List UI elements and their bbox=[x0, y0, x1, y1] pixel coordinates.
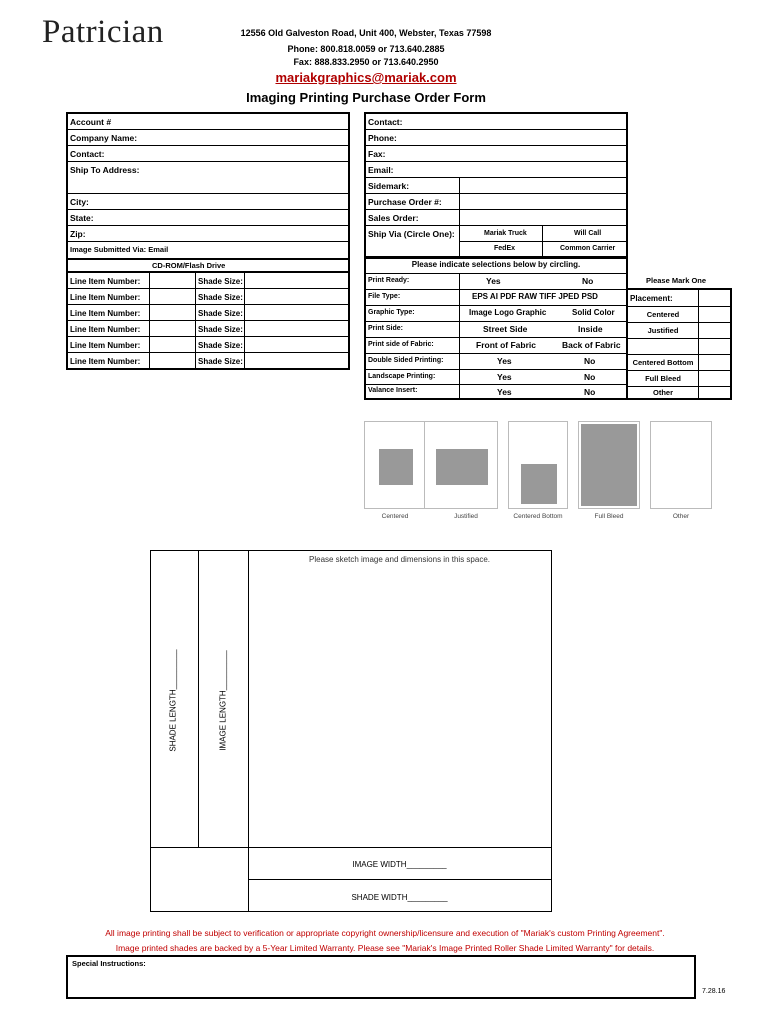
thumb-other bbox=[650, 421, 712, 509]
common-carrier-option[interactable]: Common Carrier bbox=[560, 245, 616, 252]
image-length-label: IMAGE LENGTH_________ bbox=[218, 650, 228, 751]
fax-text: Fax: 888.833.2950 or 713.640.2950 bbox=[293, 57, 439, 67]
contact-label: Contact: bbox=[70, 149, 105, 159]
line-items-box bbox=[66, 272, 350, 370]
placement-box bbox=[626, 288, 732, 400]
line-item-label: Line Item Number: bbox=[70, 293, 141, 302]
shade-size-label: Shade Size: bbox=[198, 357, 243, 366]
sidemark-label: Sidemark: bbox=[368, 181, 410, 191]
image-submitted-row bbox=[68, 242, 348, 258]
warranty-notice: Image printed shades are backed by a 5-Year Limited Warranty. Please see "Mariak's Image Printed Roller Shade Limited Warranty" for details. bbox=[115, 943, 655, 953]
line-item-label: Line Item Number: bbox=[70, 325, 141, 334]
cdrom-option[interactable]: CD-ROM/Flash Drive bbox=[152, 261, 226, 270]
selections-box bbox=[364, 258, 628, 400]
city-label: City: bbox=[70, 197, 89, 207]
address-text: 12556 Old Galveston Road, Unit 400, Webster, Texas 77598 bbox=[240, 28, 492, 38]
thumb-caption: Justified bbox=[454, 513, 478, 520]
shade-length-label: SHADE LENGTH_________ bbox=[168, 649, 178, 752]
solid-color-option[interactable]: Solid Color bbox=[572, 308, 615, 317]
file-type-label: File Type: bbox=[368, 293, 401, 300]
shade-width-label: SHADE WIDTH_________ bbox=[351, 893, 448, 902]
sales-order-label: Sales Order: bbox=[368, 213, 419, 223]
image-width-label: IMAGE WIDTH_________ bbox=[352, 860, 447, 869]
line-item-label: Line Item Number: bbox=[70, 341, 141, 350]
placement-label: Placement: bbox=[630, 294, 673, 303]
placement-centered[interactable]: Centered bbox=[646, 310, 680, 319]
sketch-area[interactable] bbox=[150, 550, 552, 912]
city-field[interactable] bbox=[68, 194, 348, 210]
revision-date: 7.28.16 bbox=[702, 988, 726, 995]
mark-one-text: Please Mark One bbox=[646, 276, 707, 285]
double-sided-no[interactable]: No bbox=[584, 356, 596, 366]
indicate-text: Please indicate selections below by circling. bbox=[411, 260, 581, 269]
image-submitted-label: Image Submitted Via: bbox=[70, 245, 147, 254]
shade-size-label: Shade Size: bbox=[198, 293, 243, 302]
line-item-label: Line Item Number: bbox=[70, 357, 141, 366]
valance-no[interactable]: No bbox=[584, 387, 596, 397]
placement-other[interactable]: Other bbox=[652, 388, 673, 397]
company-field[interactable] bbox=[68, 130, 348, 146]
page-title: Imaging Printing Purchase Order Form bbox=[246, 90, 486, 105]
order-info-box bbox=[364, 112, 628, 258]
thumb-caption: Full Bleed bbox=[594, 513, 624, 520]
thumb-caption: Centered Bottom bbox=[513, 513, 563, 520]
street-side-option[interactable]: Street Side bbox=[483, 324, 528, 334]
print-ready-no[interactable]: No bbox=[582, 276, 594, 286]
state-label: State: bbox=[70, 213, 94, 223]
thumb-justified bbox=[424, 421, 498, 509]
sidemark-field[interactable] bbox=[366, 178, 626, 194]
shade-size-label: Shade Size: bbox=[198, 309, 243, 318]
zip-label: Zip: bbox=[70, 229, 86, 239]
graphic-type-options[interactable]: Image Logo Graphic bbox=[469, 308, 547, 317]
company-logo: Patrician bbox=[42, 14, 164, 50]
fedex-option[interactable]: FedEx bbox=[494, 245, 516, 252]
contact-field[interactable] bbox=[68, 146, 348, 162]
company-label: Company Name: bbox=[70, 133, 138, 143]
print-side-fabric-label: Print side of Fabric: bbox=[368, 341, 434, 348]
valance-yes[interactable]: Yes bbox=[497, 387, 512, 397]
line-item-label: Line Item Number: bbox=[70, 277, 141, 286]
ship-to-label: Ship To Address: bbox=[70, 165, 140, 175]
graphic-type-label: Graphic Type: bbox=[368, 309, 415, 316]
r-phone-label: Phone: bbox=[368, 133, 397, 143]
print-ready-yes[interactable]: Yes bbox=[486, 276, 501, 286]
landscape-no[interactable]: No bbox=[584, 372, 596, 382]
placement-full-bleed[interactable]: Full Bleed bbox=[645, 374, 681, 383]
valance-label: Valance Insert: bbox=[368, 387, 418, 394]
double-sided-yes[interactable]: Yes bbox=[497, 356, 512, 366]
copyright-notice: All image printing shall be subject to verification or appropriate copyright ownership/licensure and execution of "Mariak's custom Printing Agreement". bbox=[105, 928, 665, 938]
inside-option[interactable]: Inside bbox=[578, 324, 603, 334]
print-ready-label: Print Ready: bbox=[368, 277, 410, 284]
email-option[interactable]: Email bbox=[148, 245, 169, 254]
r-phone-field[interactable] bbox=[366, 130, 626, 146]
account-field[interactable] bbox=[68, 114, 348, 130]
thumb-caption: Other bbox=[672, 513, 690, 520]
cdrom-row bbox=[66, 258, 350, 272]
mariak-truck-option[interactable]: Mariak Truck bbox=[484, 230, 527, 237]
r-email-label: Email: bbox=[368, 165, 394, 175]
r-contact-label: Contact: bbox=[368, 117, 403, 127]
state-field[interactable] bbox=[68, 210, 348, 226]
landscape-label: Landscape Printing: bbox=[368, 373, 436, 380]
front-fabric-option[interactable]: Front of Fabric bbox=[476, 340, 536, 350]
shade-size-label: Shade Size: bbox=[198, 277, 243, 286]
placement-justified[interactable]: Justified bbox=[647, 326, 679, 335]
email-link[interactable]: mariakgraphics@mariak.com bbox=[275, 70, 457, 85]
shade-size-label: Shade Size: bbox=[198, 341, 243, 350]
phone-text: Phone: 800.818.0059 or 713.640.2885 bbox=[287, 44, 445, 54]
r-fax-label: Fax: bbox=[368, 149, 386, 159]
back-fabric-option[interactable]: Back of Fabric bbox=[562, 340, 621, 350]
will-call-option[interactable]: Will Call bbox=[574, 230, 602, 237]
account-label: Account # bbox=[70, 117, 112, 127]
customer-info-box bbox=[66, 112, 350, 260]
ship-to-field[interactable] bbox=[68, 162, 348, 194]
shade-size-label: Shade Size: bbox=[198, 325, 243, 334]
placement-centered-bottom[interactable]: Centered Bottom bbox=[632, 358, 694, 367]
special-instructions-label: Special Instructions: bbox=[72, 959, 146, 968]
sales-order-field[interactable] bbox=[366, 210, 626, 226]
thumb-caption: Centered bbox=[381, 513, 409, 520]
double-sided-label: Double Sided Printing: bbox=[368, 357, 444, 364]
r-contact-field[interactable] bbox=[366, 114, 626, 130]
r-email-field[interactable] bbox=[366, 162, 626, 178]
special-instructions-box[interactable] bbox=[66, 955, 696, 999]
thumb-full-bleed bbox=[578, 421, 640, 509]
print-side-label: Print Side: bbox=[368, 325, 404, 332]
sketch-instructions: Please sketch image and dimensions in this space. bbox=[309, 555, 490, 564]
landscape-yes[interactable]: Yes bbox=[497, 372, 512, 382]
file-type-options[interactable]: EPS AI PDF RAW TIFF JPED PSD bbox=[472, 292, 598, 301]
po-label: Purchase Order #: bbox=[368, 197, 442, 207]
thumb-centered-bottom bbox=[508, 421, 568, 509]
zip-field[interactable] bbox=[68, 226, 348, 242]
ship-via-label: Ship Via (Circle One): bbox=[368, 229, 455, 239]
line-item-label: Line Item Number: bbox=[70, 309, 141, 318]
r-fax-field[interactable] bbox=[366, 146, 626, 162]
po-field[interactable] bbox=[366, 194, 626, 210]
thumb-centered bbox=[364, 421, 426, 509]
